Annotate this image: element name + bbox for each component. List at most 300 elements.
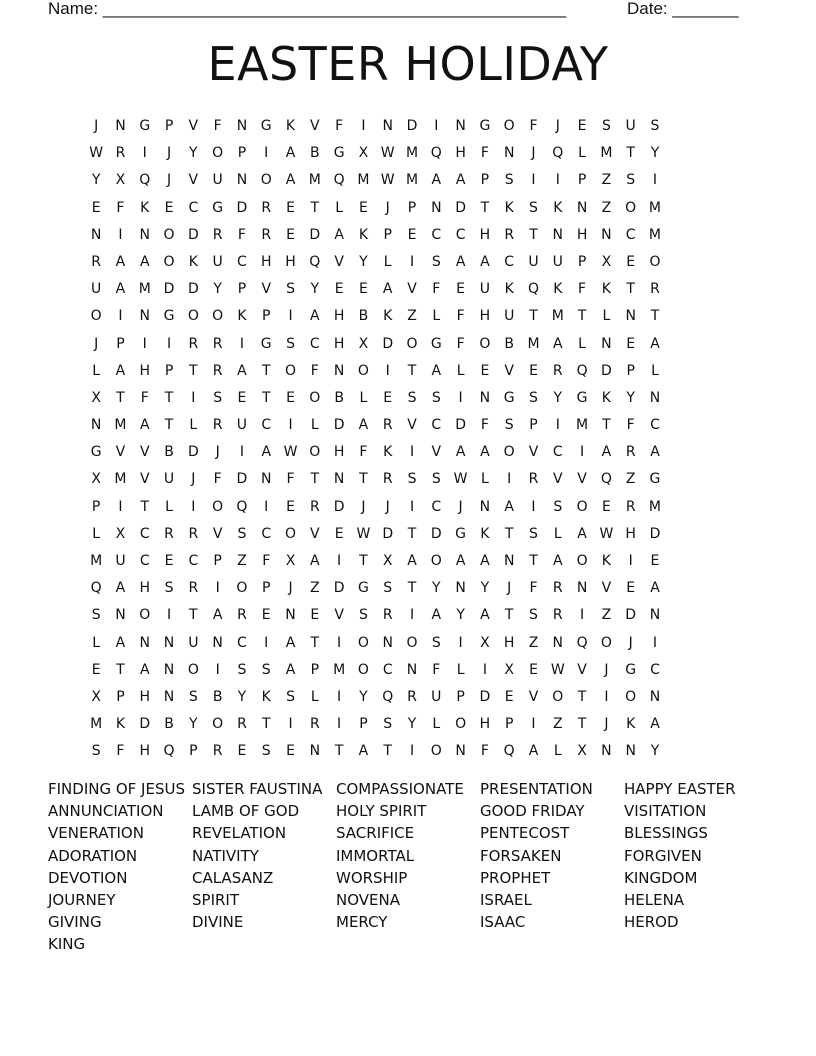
grid-letter: L	[578, 145, 586, 162]
grid-letter: V	[407, 281, 417, 298]
grid-letter: O	[357, 362, 369, 379]
word-list-item: ISAAC	[480, 913, 526, 932]
grid-letter: R	[650, 281, 660, 298]
grid-letter: C	[188, 199, 199, 216]
grid-letter: I	[288, 417, 293, 434]
grid-letter: E	[91, 199, 101, 216]
grid-letter: T	[602, 417, 611, 434]
grid-letter: C	[309, 335, 320, 352]
grid-letter: T	[407, 525, 417, 542]
grid-letter: T	[529, 308, 538, 325]
word-list-item: FINDING OF JESUS	[48, 780, 185, 798]
grid-letter: O	[187, 308, 199, 325]
grid-letter: N	[139, 226, 150, 243]
grid-letter: J	[385, 498, 390, 515]
grid-letter: Q	[309, 253, 321, 270]
grid-letter: N	[115, 118, 126, 134]
grid-letter: N	[163, 688, 175, 705]
grid-letter: S	[407, 389, 417, 406]
grid-letter: I	[288, 308, 293, 325]
grid-letter: W	[89, 145, 104, 162]
grid-letter: Y	[189, 145, 198, 162]
grid-letter: K	[383, 308, 393, 325]
grid-letter: E	[650, 553, 660, 569]
grid-letter: L	[432, 308, 441, 325]
grid-letter: I	[580, 444, 585, 461]
grid-letter: P	[504, 716, 514, 733]
grid-letter: V	[188, 118, 199, 134]
grid-letter: L	[602, 308, 611, 325]
grid-letter: C	[625, 226, 636, 243]
grid-letter: D	[163, 281, 175, 298]
grid-letter: A	[310, 553, 320, 569]
grid-letter: Y	[553, 389, 563, 406]
grid-row	[84, 630, 667, 657]
grid-letter: S	[286, 281, 295, 298]
grid-letter: Y	[359, 688, 368, 705]
grid-letter: R	[188, 580, 199, 597]
grid-letter: H	[479, 308, 491, 325]
grid-letter: F	[432, 661, 441, 678]
grid-letter: Y	[480, 580, 490, 597]
grid-letter: X	[577, 743, 587, 760]
grid-letter: C	[188, 553, 199, 569]
grid-letter: I	[191, 389, 196, 406]
grid-letter: U	[163, 471, 175, 488]
word-list-row	[48, 889, 788, 911]
grid-letter: J	[166, 172, 172, 189]
grid-letter: L	[92, 634, 101, 651]
grid-letter: R	[212, 417, 223, 434]
grid-letter: U	[479, 281, 491, 298]
page-title: EASTER HOLIDAY	[207, 37, 609, 91]
grid-letter: I	[337, 553, 342, 569]
grid-letter: W	[283, 444, 298, 461]
grid-letter: I	[482, 661, 487, 678]
grid-letter: P	[310, 661, 320, 678]
grid-letter: A	[504, 498, 514, 515]
grid-letter: N	[139, 634, 150, 651]
grid-letter: F	[237, 226, 246, 243]
grid-letter: P	[164, 362, 174, 379]
grid-letter: S	[383, 716, 393, 733]
word-list-item: NOVENA	[336, 890, 400, 909]
grid-letter: M	[527, 335, 540, 352]
grid-letter: Q	[139, 172, 151, 189]
grid-letter: Q	[552, 145, 564, 162]
grid-letter: F	[213, 471, 222, 488]
grid-letter: I	[628, 553, 633, 569]
grid-letter: O	[649, 253, 661, 270]
grid-letter: S	[237, 661, 247, 678]
grid-letter: A	[285, 634, 296, 651]
grid-letter: J	[458, 498, 463, 515]
grid-letter: E	[164, 553, 174, 569]
grid-letter: S	[213, 389, 223, 406]
grid-letter: B	[358, 308, 369, 325]
grid-letter: T	[480, 199, 490, 216]
grid-letter: P	[577, 253, 587, 270]
grid-letter: Q	[163, 743, 175, 760]
grid-row	[84, 358, 667, 385]
grid-letter: N	[649, 688, 661, 705]
grid-letter: I	[531, 172, 536, 189]
grid-letter: S	[504, 417, 514, 434]
grid-letter: N	[455, 743, 466, 760]
grid-letter: I	[580, 607, 585, 624]
grid-letter: N	[503, 145, 515, 162]
grid-letter: N	[431, 199, 442, 216]
grid-letter: E	[626, 580, 636, 597]
grid-letter: O	[406, 634, 418, 651]
grid-letter: S	[529, 525, 538, 542]
grid-letter: A	[237, 362, 247, 379]
word-list-row	[48, 822, 788, 844]
grid-letter: E	[286, 498, 295, 515]
word-list-item: FORSAKEN	[480, 846, 562, 865]
grid-letter: I	[337, 716, 342, 733]
grid-row	[84, 602, 667, 629]
grid-letter: T	[529, 226, 538, 243]
grid-row	[84, 466, 667, 493]
grid-letter: E	[407, 226, 417, 243]
grid-letter: I	[215, 580, 220, 597]
grid-letter: Q	[576, 362, 588, 379]
grid-letter: C	[504, 253, 515, 270]
grid-letter: T	[504, 607, 514, 624]
grid-letter: N	[90, 226, 102, 243]
grid-letter: T	[261, 389, 271, 406]
grid-letter: M	[114, 417, 127, 434]
word-list-item: HEROD	[624, 913, 679, 932]
grid-letter: F	[456, 308, 465, 325]
grid-letter: R	[91, 253, 102, 270]
word-list-row	[48, 800, 788, 822]
grid-letter: T	[310, 634, 320, 651]
grid-letter: H	[260, 253, 272, 270]
grid-letter: F	[480, 417, 489, 434]
grid-letter: G	[455, 525, 467, 542]
grid-letter: N	[479, 389, 491, 406]
grid-letter: D	[309, 226, 321, 243]
grid-letter: M	[333, 661, 346, 678]
grid-letter: O	[625, 199, 637, 216]
grid-letter: G	[163, 308, 175, 325]
grid-letter: J	[288, 580, 293, 597]
grid-letter: F	[116, 743, 125, 760]
grid-letter: O	[625, 688, 637, 705]
grid-letter: T	[310, 471, 320, 488]
grid-letter: A	[650, 335, 660, 352]
grid-letter: G	[139, 118, 151, 134]
grid-letter: P	[189, 743, 198, 760]
grid-letter: R	[188, 525, 199, 542]
grid-letter: F	[286, 471, 295, 488]
grid-letter: S	[431, 389, 441, 406]
grid-letter: N	[455, 118, 466, 134]
grid-letter: C	[261, 417, 272, 434]
grid-letter: L	[92, 362, 101, 379]
grid-letter: T	[116, 389, 125, 406]
grid-letter: T	[650, 308, 660, 325]
grid-letter: F	[456, 335, 465, 352]
grid-letter: A	[577, 525, 587, 542]
grid-letter: P	[529, 417, 538, 434]
grid-letter: D	[455, 417, 466, 434]
grid-letter: F	[213, 118, 222, 134]
grid-letter: H	[479, 716, 491, 733]
grid-letter: M	[357, 172, 370, 189]
grid-letter: M	[405, 145, 419, 162]
grid-letter: S	[407, 471, 417, 488]
grid-letter: Q	[90, 580, 102, 597]
word-list-item: SISTER FAUSTINA	[192, 780, 323, 798]
grid-letter: A	[115, 253, 126, 270]
grid-letter: A	[431, 362, 442, 379]
grid-letter: O	[455, 716, 467, 733]
grid-letter: A	[139, 661, 150, 678]
grid-letter: I	[288, 716, 293, 733]
grid-letter: I	[409, 444, 415, 461]
grid-letter: E	[310, 607, 320, 624]
grid-letter: I	[118, 308, 123, 325]
grid-letter: R	[625, 444, 636, 461]
grid-letter: F	[262, 553, 271, 569]
grid-letter: O	[309, 389, 321, 406]
grid-row	[84, 738, 667, 765]
grid-letter: I	[531, 716, 536, 733]
grid-letter: O	[503, 444, 515, 461]
grid-row	[84, 494, 667, 521]
grid-letter: S	[626, 172, 636, 189]
grid-letter: A	[480, 553, 490, 569]
grid-letter: Y	[650, 145, 660, 162]
grid-letter: I	[337, 688, 342, 705]
grid-letter: E	[358, 199, 368, 216]
grid-letter: I	[118, 226, 123, 243]
grid-letter: T	[334, 743, 344, 760]
grid-row	[84, 412, 667, 439]
grid-letter: V	[577, 661, 587, 678]
grid-letter: Y	[359, 253, 368, 270]
grid-letter: S	[286, 688, 295, 705]
word-list-item: VISITATION	[624, 802, 707, 821]
grid-letter: S	[650, 118, 660, 134]
grid-letter: N	[552, 634, 564, 651]
grid-letter: M	[90, 716, 103, 733]
grid-letter: J	[531, 145, 536, 162]
grid-letter: T	[164, 417, 174, 434]
grid-letter: R	[407, 688, 417, 705]
grid-letter: J	[555, 118, 560, 134]
grid-letter: F	[310, 362, 319, 379]
grid-letter: A	[285, 172, 296, 189]
grid-letter: L	[189, 417, 198, 434]
grid-letter: C	[139, 553, 150, 569]
grid-letter: R	[382, 417, 393, 434]
grid-letter: N	[236, 118, 248, 134]
grid-letter: A	[553, 335, 563, 352]
grid-letter: S	[601, 118, 611, 134]
grid-letter: E	[529, 362, 538, 379]
name-field-label: Name: _________________________________________________	[48, 0, 567, 18]
grid-letter: R	[237, 716, 247, 733]
grid-letter: C	[431, 417, 442, 434]
grid-letter: Z	[528, 634, 539, 651]
grid-letter: B	[310, 145, 320, 162]
grid-letter: D	[479, 688, 491, 705]
word-list-item: FORGIVEN	[624, 846, 702, 865]
grid-letter: B	[164, 444, 174, 461]
grid-letter: I	[191, 498, 196, 515]
grid-letter: J	[191, 471, 196, 488]
grid-letter: J	[604, 716, 609, 733]
word-list-item: SPIRIT	[192, 890, 239, 909]
grid-letter: G	[260, 118, 272, 134]
grid-letter: A	[455, 553, 466, 569]
grid-letter: N	[163, 634, 175, 651]
grid-letter: R	[552, 580, 563, 597]
grid-letter: S	[91, 743, 101, 760]
grid-letter: J	[628, 634, 633, 651]
grid-letter: A	[480, 607, 490, 624]
grid-letter: O	[285, 362, 297, 379]
grid-letter: L	[310, 417, 319, 434]
grid-letter: A	[601, 444, 612, 461]
grid-letter: R	[552, 607, 563, 624]
grid-letter: T	[504, 525, 514, 542]
word-list-item: WORSHIP	[336, 868, 408, 887]
grid-letter: L	[456, 362, 465, 379]
grid-letter: Y	[91, 172, 101, 189]
grid-letter: G	[357, 580, 369, 597]
grid-letter: P	[164, 118, 174, 134]
grid-letter: R	[115, 145, 126, 162]
grid-letter: F	[140, 389, 149, 406]
grid-letter: I	[652, 634, 658, 651]
grid-letter: V	[261, 281, 272, 298]
grid-letter: I	[361, 118, 366, 134]
grid-letter: T	[577, 308, 587, 325]
grid-letter: W	[599, 525, 614, 542]
grid-letter: A	[358, 417, 369, 434]
grid-letter: D	[187, 226, 199, 243]
header	[48, 0, 748, 20]
grid-letter: D	[333, 580, 345, 597]
grid-letter: Q	[430, 145, 442, 162]
grid-letter: R	[382, 607, 393, 624]
grid-letter: A	[528, 743, 539, 760]
grid-letter: I	[604, 688, 609, 705]
grid-letter: W	[453, 471, 468, 488]
grid-letter: I	[166, 335, 172, 352]
grid-letter: I	[166, 607, 172, 624]
grid-letter: O	[357, 661, 369, 678]
grid-letter: K	[140, 199, 150, 216]
word-list-row	[48, 845, 788, 867]
grid-letter: K	[261, 688, 271, 705]
word-list-item: HELENA	[624, 890, 685, 909]
grid-letter: U	[188, 634, 199, 651]
grid-letter: V	[431, 444, 442, 461]
grid-letter: J	[215, 444, 220, 461]
letter-grid	[84, 113, 667, 766]
grid-letter: X	[480, 634, 490, 651]
word-list-item: DEVOTION	[48, 868, 128, 887]
grid-letter: L	[651, 362, 659, 379]
grid-row	[84, 548, 667, 575]
grid-letter: K	[553, 199, 563, 216]
grid-letter: V	[528, 688, 539, 705]
grid-letter: P	[480, 172, 490, 189]
grid-letter: A	[650, 580, 660, 597]
grid-letter: Y	[626, 389, 635, 406]
word-list-item: COMPASSIONATE	[336, 780, 464, 798]
grid-letter: I	[458, 389, 463, 406]
grid-letter: P	[626, 362, 635, 379]
grid-letter: C	[139, 525, 150, 542]
grid-letter: F	[480, 743, 489, 760]
grid-letter: S	[529, 607, 538, 624]
grid-letter: I	[507, 471, 512, 488]
grid-letter: O	[309, 444, 321, 461]
grid-letter: R	[212, 743, 223, 760]
grid-letter: A	[115, 281, 126, 298]
word-list-item: ADORATION	[48, 846, 138, 865]
grid-letter: A	[480, 444, 490, 461]
grid-letter: O	[600, 634, 612, 651]
grid-letter: C	[650, 417, 660, 434]
grid-letter: O	[163, 226, 175, 243]
grid-letter: X	[358, 335, 369, 352]
grid-letter: L	[383, 253, 392, 270]
grid-letter: N	[479, 498, 491, 515]
grid-letter: A	[553, 553, 563, 569]
grid-letter: A	[455, 253, 466, 270]
grid-letter: R	[382, 471, 393, 488]
grid-letter: O	[212, 716, 224, 733]
grid-letter: T	[407, 580, 417, 597]
grid-letter: A	[285, 661, 296, 678]
grid-row	[84, 167, 667, 194]
grid-letter: I	[409, 743, 415, 760]
grid-letter: V	[139, 444, 150, 461]
grid-letter: X	[115, 172, 126, 189]
grid-letter: Y	[650, 743, 660, 760]
grid-letter: A	[358, 743, 369, 760]
grid-letter: P	[262, 308, 271, 325]
grid-letter: S	[164, 580, 174, 597]
grid-letter: T	[577, 688, 587, 705]
word-list-item: IMMORTAL	[336, 846, 415, 865]
grid-letter: U	[625, 118, 636, 134]
grid-letter: S	[529, 389, 538, 406]
grid-letter: G	[625, 661, 637, 678]
grid-letter: V	[407, 417, 417, 434]
word-list-item: BLESSINGS	[624, 824, 708, 843]
word-list-item: NATIVITY	[192, 846, 259, 865]
grid-letter: G	[479, 118, 491, 134]
grid-letter: Z	[625, 471, 636, 488]
grid-letter: I	[555, 417, 560, 434]
grid-letter: E	[286, 199, 295, 216]
grid-letter: P	[237, 145, 247, 162]
grid-letter: F	[116, 199, 125, 216]
grid-letter: A	[139, 417, 150, 434]
grid-letter: M	[648, 199, 662, 216]
grid-letter: A	[310, 308, 320, 325]
grid-letter: I	[142, 145, 147, 162]
